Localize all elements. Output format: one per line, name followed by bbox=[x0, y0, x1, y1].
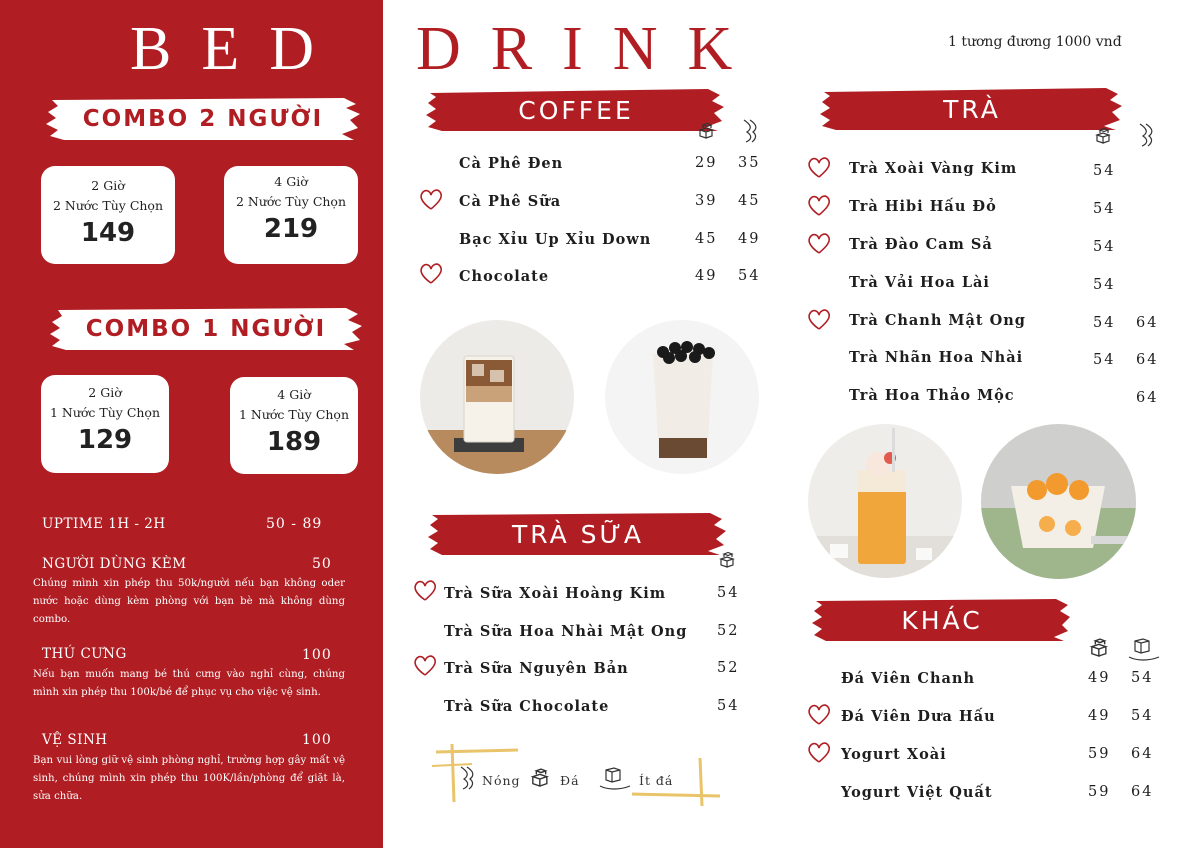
heart-icon bbox=[806, 308, 832, 332]
ice-cubes-icon bbox=[716, 549, 740, 573]
tea-item-price-cold: 54 bbox=[1093, 277, 1116, 293]
tea-item-price-cold: 54 bbox=[1093, 239, 1116, 255]
other-item-name: Yogurt Xoài bbox=[841, 746, 947, 763]
combo2-card-2h[interactable] bbox=[41, 166, 175, 264]
milk-tea-item-price: 54 bbox=[717, 585, 740, 601]
cleaning-fee-price: 100 bbox=[302, 732, 332, 748]
iced-coffee-photo bbox=[420, 320, 574, 474]
heart-icon bbox=[806, 703, 832, 727]
legend-less-ice-label: Ít đá bbox=[639, 773, 674, 788]
combo-drinks: 1 Nước Tùy Chọn bbox=[49, 405, 161, 420]
tea-item-name: Trà Đào Cam Sả bbox=[849, 236, 993, 253]
tea-item-price-cold: 54 bbox=[1093, 163, 1116, 179]
combo-price: 189 bbox=[266, 427, 322, 457]
tea-banner bbox=[820, 86, 1124, 132]
milk-tea-item-price: 54 bbox=[717, 698, 740, 714]
pet-fee-description: Nếu bạn muốn mang bé thú cưng vào nghỉ cùng, chúng mình xin phép thu 100k/bé để phục vụ cho việc vệ sinh. bbox=[33, 669, 345, 698]
other-item-price-less-ice: 64 bbox=[1131, 784, 1154, 800]
coffee-item-name: Bạc Xỉu Up Xỉu Down bbox=[459, 231, 652, 248]
milk-tea-item-name: Trà Sữa Chocolate bbox=[444, 698, 610, 715]
milk-tea-banner bbox=[428, 511, 728, 557]
combo-drinks: 1 Nước Tùy Chọn bbox=[238, 407, 350, 422]
tea-item-price-cold: 54 bbox=[1093, 315, 1116, 331]
milk-tea-item-name: Trà Sữa Xoài Hoàng Kim bbox=[444, 585, 667, 602]
combo2-card-4h[interactable] bbox=[224, 166, 358, 264]
tea-item-price-cold: 54 bbox=[1093, 201, 1116, 217]
tea-item-price-hot: 64 bbox=[1136, 315, 1159, 331]
other-item-price-less-ice: 54 bbox=[1131, 670, 1154, 686]
coffee-item-name: Cà Phê Đen bbox=[459, 155, 564, 172]
ice-cubes-icon bbox=[1086, 635, 1114, 663]
other-item-name: Đá Viên Chanh bbox=[841, 670, 975, 687]
hot-steam-icon bbox=[1137, 122, 1155, 148]
coffee-item-name: Chocolate bbox=[459, 268, 550, 285]
heart-icon bbox=[418, 262, 444, 286]
guest-fee-price: 50 bbox=[312, 556, 332, 572]
heart-icon bbox=[412, 654, 438, 678]
tea-item-price-hot: 64 bbox=[1136, 390, 1159, 406]
uptime-title: UPTIME 1H - 2H bbox=[42, 516, 166, 532]
fruit-tea-photo bbox=[808, 424, 962, 578]
milk-tea-item-price: 52 bbox=[717, 660, 740, 676]
other-item-price-less-ice: 64 bbox=[1131, 746, 1154, 762]
combo-price: 219 bbox=[263, 214, 319, 244]
other-banner bbox=[812, 597, 1072, 643]
tea-item-price-cold: 54 bbox=[1093, 352, 1116, 368]
combo2-banner bbox=[44, 96, 362, 142]
combo-price: 149 bbox=[80, 218, 136, 248]
combo1-banner bbox=[48, 306, 364, 352]
tea-item-price-hot: 64 bbox=[1136, 352, 1159, 368]
hot-steam-icon bbox=[741, 118, 759, 144]
tea-title: TRÀ bbox=[943, 94, 1001, 124]
combo1-title: COMBO 1 NGƯỜI bbox=[85, 316, 327, 342]
coffee-item-price-hot: 49 bbox=[738, 231, 761, 247]
tea-item-name: Trà Chanh Mật Ong bbox=[849, 312, 1026, 329]
other-item-price-ice: 59 bbox=[1088, 784, 1111, 800]
combo-drinks: 2 Nước Tùy Chọn bbox=[52, 198, 164, 213]
other-title: KHÁC bbox=[901, 605, 983, 635]
combo-hours: 2 Giờ bbox=[88, 385, 122, 400]
other-item-price-ice: 49 bbox=[1088, 708, 1111, 724]
less-ice-icon bbox=[598, 764, 632, 792]
heart-icon bbox=[806, 156, 832, 180]
heart-icon bbox=[806, 741, 832, 765]
tea-item-name: Trà Xoài Vàng Kim bbox=[849, 160, 1018, 177]
milk-tea-item-name: Trà Sữa Nguyên Bản bbox=[444, 660, 629, 677]
legend-ice-label: Đá bbox=[560, 773, 580, 788]
less-ice-icon bbox=[1127, 635, 1161, 663]
mango-yogurt-photo bbox=[981, 424, 1136, 579]
other-item-price-ice: 59 bbox=[1088, 746, 1111, 762]
brand-title-drink: DRINK bbox=[416, 15, 763, 83]
hot-steam-icon bbox=[458, 765, 476, 791]
ice-cubes-icon bbox=[527, 765, 555, 793]
coffee-item-price-hot: 35 bbox=[738, 155, 761, 171]
cleaning-fee-description: Bạn vui lòng giữ vệ sinh phòng nghỉ, trường hợp gây mất vệ sinh, chúng mình xin phép thu 100K/lần/phòng để giặt là, sửa chữa. bbox=[33, 755, 345, 802]
coffee-title: COFFEE bbox=[518, 95, 634, 125]
combo2-title: COMBO 2 NGƯỜI bbox=[82, 106, 324, 132]
coffee-item-price-cold: 39 bbox=[695, 193, 718, 209]
legend-hot-label: Nóng bbox=[482, 773, 521, 788]
combo-hours: 4 Giờ bbox=[277, 387, 311, 402]
currency-note: 1 tương đương 1000 vnđ bbox=[948, 34, 1122, 50]
pet-fee-title: THÚ CƯNG bbox=[42, 646, 127, 662]
ice-cubes-icon bbox=[695, 120, 719, 144]
uptime-price: 50 - 89 bbox=[266, 516, 323, 532]
heart-icon bbox=[412, 579, 438, 603]
guest-fee-title: NGƯỜI DÙNG KÈM bbox=[42, 556, 187, 572]
coffee-item-price-cold: 45 bbox=[695, 231, 718, 247]
ice-cubes-icon bbox=[1092, 125, 1116, 149]
heart-icon bbox=[806, 194, 832, 218]
combo-hours: 2 Giờ bbox=[91, 178, 125, 193]
pet-fee-price: 100 bbox=[302, 647, 332, 663]
coffee-item-price-cold: 49 bbox=[695, 268, 718, 284]
tea-item-name: Trà Hibi Hấu Đỏ bbox=[849, 198, 997, 215]
coffee-item-price-hot: 54 bbox=[738, 268, 761, 284]
coffee-banner bbox=[426, 87, 726, 133]
coffee-item-price-cold: 29 bbox=[695, 155, 718, 171]
other-item-price-ice: 49 bbox=[1088, 670, 1111, 686]
heart-icon bbox=[806, 232, 832, 256]
combo-price: 129 bbox=[77, 425, 133, 455]
other-item-price-less-ice: 54 bbox=[1131, 708, 1154, 724]
heart-icon bbox=[418, 188, 444, 212]
cleaning-fee-title: VỆ SINH bbox=[42, 732, 108, 748]
combo1-card-2h[interactable] bbox=[41, 375, 169, 473]
combo1-card-4h[interactable] bbox=[230, 377, 358, 474]
coffee-item-name: Cà Phê Sữa bbox=[459, 193, 562, 210]
milk-tea-title: TRÀ SỮA bbox=[511, 519, 645, 549]
other-item-name: Yogurt Việt Quất bbox=[841, 784, 993, 801]
coffee-item-price-hot: 45 bbox=[738, 193, 761, 209]
other-item-name: Đá Viên Dưa Hấu bbox=[841, 708, 996, 725]
milk-tea-item-name: Trà Sữa Hoa Nhài Mật Ong bbox=[444, 623, 688, 640]
brand-title-bed: BED bbox=[130, 15, 344, 83]
tea-item-name: Trà Hoa Thảo Mộc bbox=[849, 387, 1015, 404]
combo-drinks: 2 Nước Tùy Chọn bbox=[235, 194, 347, 209]
combo-hours: 4 Giờ bbox=[274, 174, 308, 189]
guest-fee-description: Chúng mình xin phép thu 50k/người nếu bạn không oder nước hoặc dùng kèm phòng với bạn bè mà không dùng combo. bbox=[33, 578, 345, 625]
tea-item-name: Trà Nhãn Hoa Nhài bbox=[849, 349, 1024, 366]
bubble-milk-tea-photo bbox=[605, 320, 759, 474]
milk-tea-item-price: 52 bbox=[717, 623, 740, 639]
tea-item-name: Trà Vải Hoa Lài bbox=[849, 274, 990, 291]
